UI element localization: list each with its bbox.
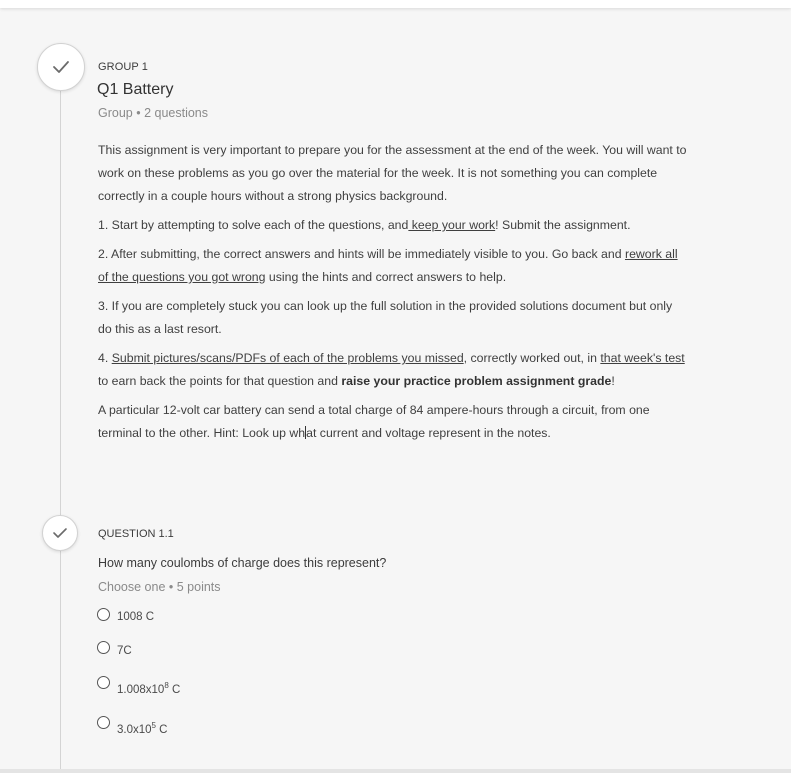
answer-option-1[interactable] (97, 608, 154, 623)
raise-grade-text: raise your practice problem assignment grade (341, 374, 612, 388)
question-text: How many coulombs of charge does this represent? (98, 556, 387, 570)
question-meta: Choose one • 5 points (98, 580, 221, 594)
keep-your-work-link: keep your work (408, 218, 496, 232)
submit-pictures-link: Submit pictures/scans/PDFs of each of the problems you missed (111, 351, 464, 365)
check-icon (52, 527, 68, 539)
timeline-line (60, 88, 61, 773)
top-bar (0, 0, 791, 8)
step-3: 3. If you are completely stuck you can look up the full solution in the provided solutions document but only do this as a last resort. (98, 299, 673, 336)
radio-button[interactable] (97, 641, 110, 654)
group-title: Q1 Battery (97, 81, 174, 98)
that-weeks-test-link: that week's test (600, 351, 685, 365)
option-label: $3.0x10^5$ C (117, 721, 168, 736)
group-instructions (98, 139, 688, 451)
bottom-bar (0, 769, 791, 773)
answer-option-3[interactable] (97, 676, 180, 696)
question-status-badge (42, 515, 78, 551)
check-icon (52, 60, 70, 74)
problem-statement: A particular 12-volt car battery can send a total charge of 84 ampere-hours through a circuit, from one terminal to the other. Hint: Look up what current and voltage represent in the notes. (98, 403, 650, 440)
group-label: GROUP 1 (98, 61, 149, 73)
question-label: QUESTION 1.1 (98, 528, 174, 540)
intro-paragraph: This assignment is very important to prepare you for the assessment at the end of the week. You will want to work on these problems as you go over the material for the week. It is not something you can complete correctly in a couple hours without a strong physics background. (98, 143, 687, 203)
step-4: 4. Submit pictures/scans/PDFs of each of the problems you missed, correctly worked out, in that week's test to earn back the points for that question and raise your practice problem assignment grade! (98, 351, 685, 388)
radio-button[interactable] (97, 608, 110, 621)
option-label: 1008 C (117, 611, 155, 623)
option-label: $1.008x10^8$ C (117, 681, 181, 696)
radio-button[interactable] (97, 676, 110, 689)
radio-button[interactable] (97, 716, 110, 729)
step-1: 1. Start by attempting to solve each of the questions, and keep your work! Submit the assignment. (98, 218, 631, 232)
group-status-badge (37, 43, 85, 91)
option-label: 7C (117, 645, 132, 657)
answer-option-2[interactable] (97, 641, 132, 657)
step-2: 2. After submitting, the correct answers and hints will be immediately visible to you. Go back and rework all of the questions you got wrong using the hints and correct answers to help. (98, 247, 678, 284)
rework-link: rework all of the questions you got wrong (98, 247, 678, 284)
answer-option-4[interactable] (97, 716, 167, 736)
group-meta: Group • 2 questions (98, 106, 208, 120)
